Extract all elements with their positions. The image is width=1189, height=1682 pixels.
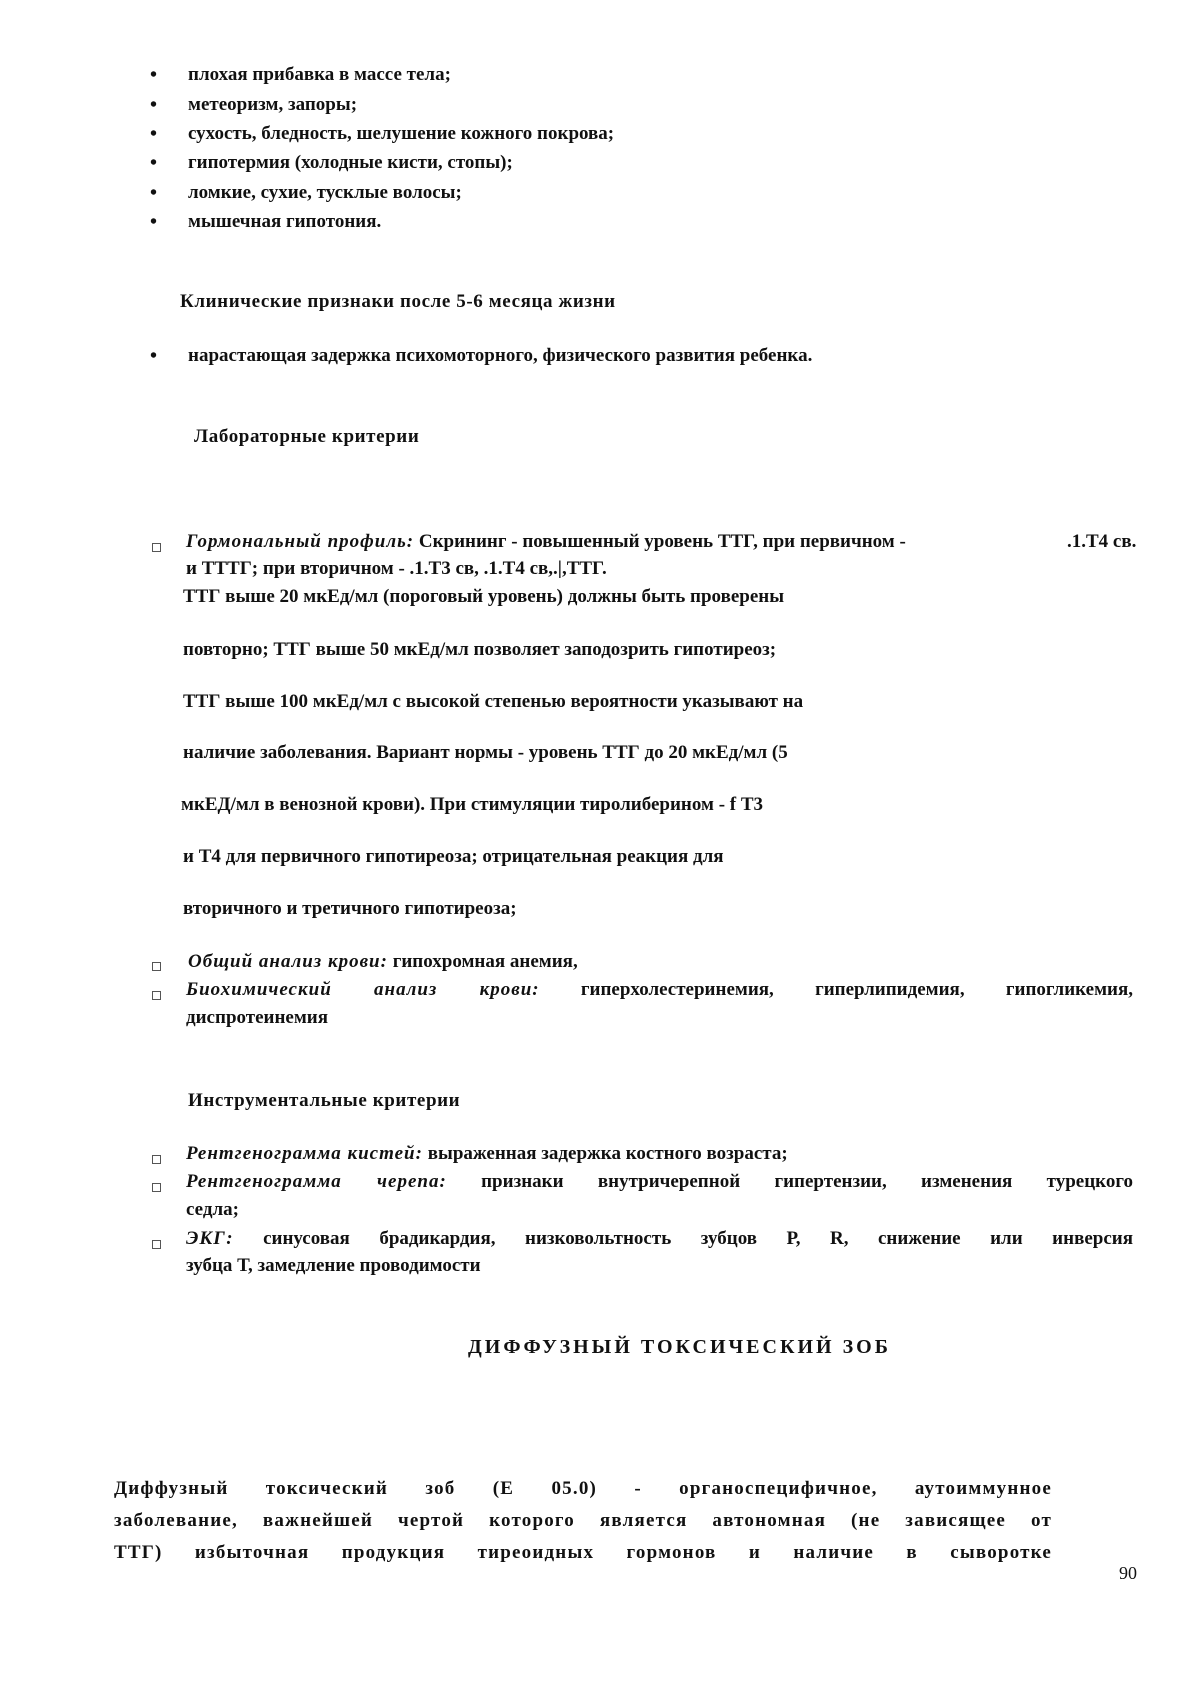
list-item: гипотермия (холодные кисти, стопы); <box>188 152 513 173</box>
biochem-term: Биохимический анализ крови: <box>186 979 540 1000</box>
square-bullet-icon <box>152 1155 161 1164</box>
skull-line-2: седла; <box>186 1199 239 1220</box>
instr-heading: Инструментальные критерии <box>188 1090 461 1111</box>
blood-term: Общий анализ крови: <box>188 951 388 972</box>
ecg-line-1 <box>186 1225 1133 1253</box>
list-item: плохая прибавка в массе тела; <box>188 64 451 85</box>
bullet-icon: • <box>150 345 158 367</box>
hormonal-line-2: и ТТТГ; при вторичном - .1.Т3 св, .1.Т4 св,.|,ТТГ. <box>186 558 607 579</box>
paragraph-line: ТТГ) избыточная продукция тиреоидных гормонов и наличие в сыворотке <box>114 1542 1052 1563</box>
square-bullet-icon <box>152 1240 161 1249</box>
hormonal-text-line: ТТГ выше 20 мкЕд/мл (пороговый уровень) должны быть проверены <box>183 586 785 607</box>
bullet-icon: • <box>150 64 158 86</box>
hands-term: Рентгенограмма кистей: <box>186 1143 423 1164</box>
list-item: мышечная гипотония. <box>188 211 382 232</box>
biochem-line1-text: гиперхолестеринемия, гиперлипидемия, гипогликемия, <box>580 979 1133 1000</box>
hormonal-text-line: повторно; ТТГ выше 50 мкЕд/мл позволяет заподозрить гипотиреоз; <box>183 639 777 660</box>
skull-line-1 <box>186 1168 1133 1196</box>
blood-text: гипохромная анемия, <box>392 951 578 972</box>
hormonal-line1-text: Скрининг - повышенный уровень ТТГ, при первичном - <box>418 531 906 552</box>
hormonal-text-line: наличие заболевания. Вариант нормы - уровень ТТГ до 20 мкЕд/мл (5 <box>183 742 788 763</box>
blood-line <box>188 950 578 974</box>
list-item: метеоризм, запоры; <box>188 94 358 115</box>
hands-text: выраженная задержка костного возраста; <box>427 1143 788 1164</box>
section-title: ДИФФУЗНЫЙ ТОКСИЧЕСКИЙ ЗОБ <box>468 1336 891 1358</box>
hormonal-text-line: вторичного и третичного гипотиреоза; <box>183 898 517 919</box>
bullet-icon: • <box>150 152 158 174</box>
list-item: сухость, бледность, шелушение кожного покрова; <box>188 123 615 144</box>
ecg-term: ЭКГ: <box>186 1228 234 1249</box>
lab-heading: Лабораторные критерии <box>194 426 420 447</box>
hormonal-term: Гормональный профиль: <box>186 531 415 552</box>
paragraph-line: Диффузный токсический зоб (Е 05.0) - органоспецифичное, аутоиммунное <box>114 1478 1052 1499</box>
skull-term: Рентгенограмма черепа: <box>186 1171 447 1192</box>
hormonal-text-line: ТТГ выше 100 мкЕд/мл с высокой степенью вероятности указывают на <box>183 691 804 712</box>
paragraph-line: заболевание, важнейшей чертой которого является автономная (не зависящее от <box>114 1510 1052 1531</box>
skull-line1-text: признаки внутричерепной гипертензии, изменения турецкого <box>481 1171 1133 1192</box>
ecg-line-2: зубца Т, замедление проводимости <box>186 1255 481 1276</box>
biochem-line-1 <box>186 976 1133 1004</box>
ecg-line1-text: синусовая брадикардия, низковольтность зубцов Р, R, снижение или инверсия <box>263 1228 1134 1249</box>
clinical-item: нарастающая задержка психомоторного, физического развития ребенка. <box>188 345 813 366</box>
bullet-icon: • <box>150 94 158 116</box>
bullet-icon: • <box>150 211 158 233</box>
list-item: ломкие, сухие, тусклые волосы; <box>188 182 462 203</box>
hormonal-text-line: мкЕД/мл в венозной крови). При стимуляции тиролиберином - f Т3 <box>181 794 764 815</box>
biochem-line-2: диспротеинемия <box>186 1007 329 1028</box>
hormonal-line-1 <box>186 530 906 554</box>
hormonal-text-line: и Т4 для первичного гипотиреоза; отрицательная реакция для <box>183 846 724 867</box>
square-bullet-icon <box>152 543 161 552</box>
square-bullet-icon <box>152 991 161 1000</box>
page-number: 90 <box>1119 1563 1137 1583</box>
square-bullet-icon <box>152 962 161 971</box>
square-bullet-icon <box>152 1183 161 1192</box>
bullet-icon: • <box>150 123 158 145</box>
clinical-heading: Клинические признаки после 5-6 месяца жизни <box>180 291 616 312</box>
hands-line <box>186 1142 788 1166</box>
hormonal-line1-end: .1.Т4 св. <box>1067 531 1137 552</box>
bullet-icon: • <box>150 182 158 204</box>
